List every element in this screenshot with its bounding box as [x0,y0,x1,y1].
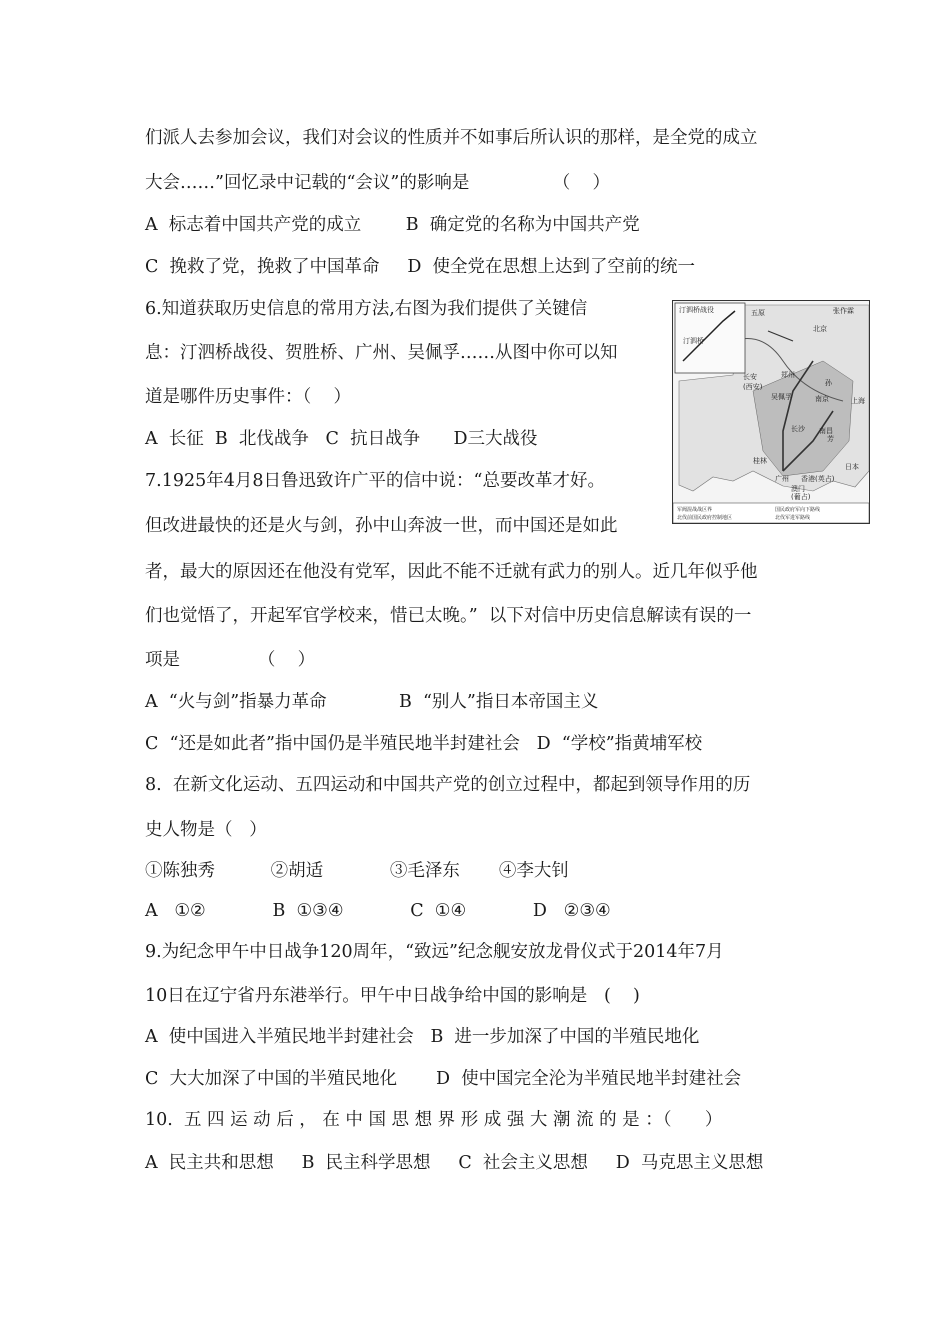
text-line: 道是哪件历史事件：（ ） [145,387,352,407]
place-label: 桂林 [753,457,767,465]
option-line: A 民主共和思想 B 民主科学思想 C 社会主义思想 D 马克思主义思想 [145,1153,764,1173]
legend-item: 军阀混战战区界 [677,507,713,513]
place-label: 郑州 [781,371,795,379]
place-label: 张作霖 [833,307,854,315]
text-line: 大会……”回忆录中记载的“会议”的影响是 （ ） [145,173,611,193]
place-label: 上海 [851,397,865,405]
text-line: 但改进最快的还是火与剑，孙中山奔波一世，而中国还是如此 [145,516,618,536]
option-line: A 标志着中国共产党的成立 B 确定党的名称为中国共产党 [145,215,640,235]
place-label: 长安 [743,373,757,381]
inset-title: 汀泗桥战役 [679,306,714,314]
place-label: 吴佩孚 [771,393,792,401]
question-9: 9.为纪念甲午中日战争120周年，“致远”纪念舰安放龙骨仪式于2014年7月 [145,942,724,962]
text-line: 息：汀泗桥战役、贺胜桥、广州、吴佩孚……从图中你可以知 [145,343,618,363]
text-line: 10日在辽宁省丹东港举行。甲午中日战争给中国的影响是 ( ) [145,986,640,1006]
place-label: 芳 [827,435,834,443]
option-line: A ①② B ①③④ C ①④ D ②③④ [145,901,611,921]
place-label: 南昌 [819,427,833,435]
inset-place: 汀泗桥 [683,337,704,345]
text-line: 者，最大的原因还在他没有党军，因此不能不迁就有武力的别人。近几年似乎他 [145,562,758,582]
place-label: 五原 [751,309,765,317]
legend-item: 国民政府军向下路线 [775,507,821,513]
option-line: C 大大加深了中国的半殖民地化 D 使中国完全沦为半殖民地半封建社会 [145,1069,742,1089]
map-graphic [673,301,869,523]
question-6: 6.知道获取历史信息的常用方法,右图为我们提供了关键信 [145,299,588,319]
place-label: 香港(英占) [801,475,835,483]
option-line: A 使中国进入半殖民地半封建社会 B 进一步加深了中国的半殖民地化 [145,1027,700,1047]
text-line: 史人物是（ ） [145,820,267,840]
question-8: 8. 在新文化运动、五四运动和中国共产党的创立过程中，都起到领导作用的历 [145,775,751,795]
place-label: (西安) [743,383,763,391]
question-7: 7.1925年4月8日鲁迅致许广平的信中说：“总要改革才好。 [145,471,605,491]
option-line: A “火与剑”指暴力革命 B “别人”指日本帝国主义 [145,692,599,712]
option-line: ①陈独秀 ②胡适 ③毛泽东 ④李大钊 [145,861,569,881]
place-label: 广州 [775,475,789,483]
option-line: C 挽救了党，挽救了中国革命 D 使全党在思想上达到了空前的统一 [145,257,695,277]
place-label: 长沙 [791,425,805,433]
place-label: (葡占) [791,493,811,501]
place-label: 日本 [845,463,859,471]
option-line: C “还是如此者”指中国仍是半殖民地半封建社会 D “学校”指黄埔军校 [145,734,703,754]
legend-item: 北伐前国民政府控制地区 [677,515,733,521]
legend-item: 北伐军进军路线 [775,515,811,521]
question-10: 10. 五 四 运 动 后 ， 在 中 国 思 想 界 形 成 强 大 潮 流 的 是 ：（ ） [145,1110,723,1130]
text-line: 项是 （ ） [145,650,316,670]
option-line: A 长征 B 北伐战争 C 抗日战争 D三大战役 [145,429,538,449]
place-label: 孙 [825,379,832,387]
place-label: 南京 [815,395,829,403]
text-line: 们派人去参加会议，我们对会议的性质并不如事后所认识的那样，是全党的成立 [145,128,758,148]
northern-expedition-map [672,300,870,524]
place-label: 北京 [813,325,827,333]
text-line: 们也觉悟了，开起军官学校来，惜已太晚。” 以下对信中历史信息解读有误的一 [145,606,752,626]
place-label: 澳门 [791,485,805,493]
